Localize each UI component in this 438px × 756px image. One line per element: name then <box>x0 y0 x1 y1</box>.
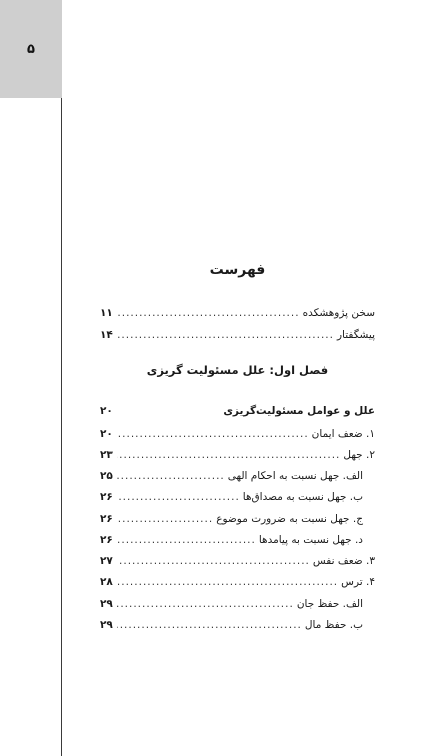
toc-entry-page: ۲۹ <box>100 598 113 610</box>
toc-leader-dots <box>117 490 240 504</box>
toc-entry-front-1[interactable] <box>100 306 375 320</box>
toc-leader-dots <box>117 427 309 441</box>
toc-entry-label: ۱. ضعف ایمان <box>311 428 375 440</box>
toc-entry[interactable] <box>100 618 375 632</box>
toc-entry[interactable] <box>100 512 375 526</box>
toc-entry-label: د. جهل نسبت به پیامدها <box>258 534 363 546</box>
toc-entry-page: ۲۷ <box>100 555 113 567</box>
toc-leader-dots <box>117 328 334 342</box>
toc-entry-label: ۳. ضعف نفس <box>312 555 375 567</box>
toc-section-heading[interactable] <box>100 404 375 418</box>
page-margin-strip <box>0 0 62 756</box>
toc-entry-page: ۲۰ <box>100 405 113 417</box>
toc-leader-dots <box>117 554 310 568</box>
toc-leader-dots <box>117 533 256 547</box>
toc-entry[interactable] <box>100 469 375 483</box>
toc-entry-label: ۲. جهل <box>343 449 375 461</box>
toc-entry[interactable] <box>100 533 375 547</box>
toc-entry-page: ۲۸ <box>100 576 113 588</box>
toc-entry-label: الف. جهل نسبت به احکام الهی <box>227 470 363 482</box>
toc-entry[interactable] <box>100 490 375 504</box>
page-number-tab <box>0 0 62 98</box>
toc-entry[interactable] <box>100 427 375 441</box>
toc-entry-label: ۴. ترس <box>341 576 375 588</box>
toc-entry-page: ۱۴ <box>100 329 113 341</box>
toc-entry-page: ۲۹ <box>100 619 113 631</box>
toc-title: فهرست <box>209 262 266 278</box>
toc-entry-page: ۱۱ <box>100 307 113 319</box>
toc-entry-page: ۲۵ <box>100 470 113 482</box>
table-of-contents <box>100 0 375 756</box>
toc-entry-page: ۲۶ <box>100 491 113 503</box>
toc-entry[interactable] <box>100 554 375 568</box>
toc-entry-page: ۲۳ <box>100 449 113 461</box>
toc-entry-label: سخن پژوهشکده <box>302 307 375 319</box>
toc-entry[interactable] <box>100 575 375 589</box>
toc-entry-label: ب. حفظ مال <box>304 619 363 631</box>
toc-leader-dots <box>117 448 340 462</box>
toc-entry[interactable] <box>100 597 375 611</box>
toc-leader-dots <box>117 512 213 526</box>
toc-entry-label: الف. حفظ جان <box>296 598 363 610</box>
toc-leader-dots <box>117 469 225 483</box>
toc-entry[interactable] <box>100 448 375 462</box>
toc-leader-dots <box>117 618 302 632</box>
toc-leader-dots <box>117 306 300 320</box>
toc-entry-label: علل و عوامل مسئولیت‌گریزی <box>223 405 375 417</box>
toc-entry-front-2[interactable] <box>100 328 375 342</box>
toc-entry-page: ۲۶ <box>100 513 113 525</box>
toc-leader-dots <box>117 575 338 589</box>
page-number: ۵ <box>27 41 35 57</box>
toc-entry-page: ۲۰ <box>100 428 113 440</box>
toc-leader-dots <box>117 597 294 611</box>
chapter-title: فصل اول: علل مسئولیت گریزی <box>146 363 329 377</box>
toc-entry-page: ۲۶ <box>100 534 113 546</box>
toc-entry-label: ب. جهل نسبت به مصداق‌ها <box>242 491 363 503</box>
toc-entry-label: ج. جهل نسبت به ضرورت موضوع <box>216 513 363 525</box>
toc-entry-label: پیشگفتار <box>336 329 375 341</box>
